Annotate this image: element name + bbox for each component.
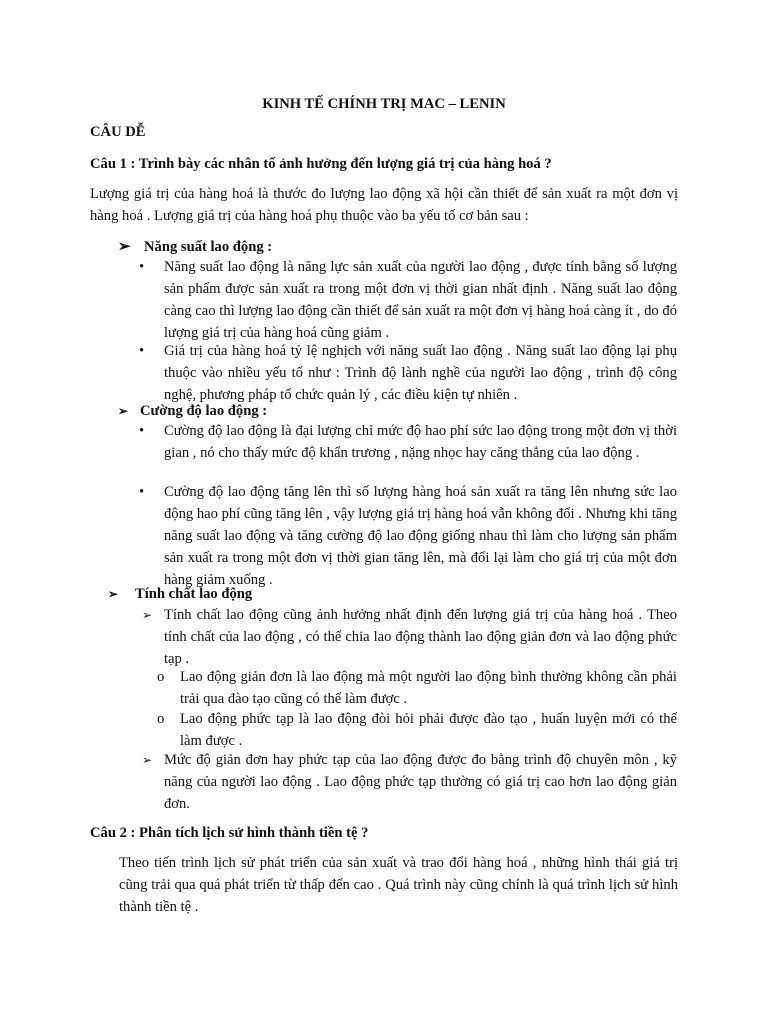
factor-heading-labor-nature xyxy=(108,583,252,605)
factor-label: Năng suất lao động : xyxy=(144,239,273,255)
factor-heading-labor-intensity xyxy=(118,400,267,422)
dot-bullet-icon: • xyxy=(139,423,145,439)
list-item-text: Tính chất lao động cũng ảnh hưởng nhất định đến lượng giá trị của hàng hoá . Theo tính chất của lao động , có thể chia lao động thành lao động giản đơn và lao động phức tạp . xyxy=(164,607,677,667)
dot-bullet-icon: • xyxy=(139,343,145,359)
document-title: KINH TẾ CHÍNH TRỊ MAC – LENIN xyxy=(262,96,506,112)
arrow-bullet-icon: ➢ xyxy=(118,404,129,418)
list-item xyxy=(142,749,677,815)
sub-list-item-text: Lao động giản đơn là lao động mà một người lao động bình thường không cần phải trải qua đào tạo cũng có thể làm được . xyxy=(180,669,677,707)
factor-heading-labor-productivity xyxy=(118,236,272,258)
list-item-text: Mức độ giản đơn hay phức tạp của lao động được đo bằng trình độ chuyên môn , kỹ năng của người lao động . Lao động phức tạp thường có giá trị cao hơn lao động giản đơn. xyxy=(164,752,677,812)
list-item-text: Năng suất lao động là năng lực sản xuất của người lao động , được tính bằng số lượng sản phẩm được sản xuất ra trong một đơn vị thời gian nhất định . Năng suất lao động càng cao thì lượng lao động cần thiết để sản xuất ra một đơn vị hàng hoá càng ít , do đó lượng giá trị của hàng hoá cũng giảm . xyxy=(164,259,677,341)
arrow-bullet-icon: ➢ xyxy=(142,608,153,622)
dot-bullet-icon: • xyxy=(139,259,145,275)
list-item-text: Cường độ lao động tăng lên thì số lượng hàng hoá sản xuất ra tăng lên nhưng sức lao động hao phí cũng tăng lên , vậy lượng giá trị hàng hoá vẫn không đổi . Nhưng khi tăng năng suất lao động và tăng cường độ lao động giống nhau thì làm cho lượng sản phẩm sản xuất ra trong một đơn vị thời gian tăng lên, mà đối lại làm cho giá trị của một đơn hàng giảm xuống . xyxy=(164,484,677,588)
list-item xyxy=(139,420,677,464)
arrow-bullet-icon: ➢ xyxy=(142,753,153,767)
list-item-text: Giá trị của hàng hoá tỷ lệ nghịch với năng suất lao động . Năng suất lao động lại phụ thuộc vào nhiều yếu tố như : Trình độ lành nghề của người lao động , trình độ công nghệ, phương pháp tổ chức quản lý , các điều kiện tự nhiên . xyxy=(164,343,677,403)
question-1-heading: Câu 1 : Trình bày các nhân tố ảnh hưởng đến lượng giá trị của hàng hoá ? xyxy=(90,156,552,172)
question-1-intro: Lượng giá trị của hàng hoá là thước đo lượng lao động xã hội cần thiết để sản xuất ra một đơn vị hàng hoá . Lượng giá trị của hàng hoá phụ thuộc vào ba yếu tố cơ bản sau : xyxy=(90,186,678,224)
arrow-bullet-icon: ➢ xyxy=(118,239,131,255)
question-2-heading: Câu 2 : Phân tích lịch sử hình thành tiền tệ ? xyxy=(90,825,369,841)
question-2-text: Theo tiến trình lịch sử phát triển của sản xuất và trao đổi hàng hoá , những hình thái giá trị cũng trải qua quá phát triển từ thấp đến cao . Quá trình này cũng chính là quá trình lịch sử hình thành tiền tệ . xyxy=(119,855,678,915)
list-item xyxy=(139,481,677,591)
list-item xyxy=(139,256,677,344)
difficulty-label: CÂU DỄ xyxy=(90,124,146,140)
list-item-text: Cường độ lao động là đại lượng chỉ mức độ hao phí sức lao động trong một đơn vị thời gian , nó cho thấy mức độ khẩn trương , nặng nhọc hay căng thẳng của lao động . xyxy=(164,423,677,461)
list-item xyxy=(142,604,677,670)
factor-label: Tính chất lao động xyxy=(135,586,253,602)
factor-label: Cường độ lao động : xyxy=(140,403,268,419)
sub-list-item xyxy=(157,708,677,752)
arrow-bullet-icon: ➢ xyxy=(108,587,119,601)
dot-bullet-icon: • xyxy=(139,484,145,500)
list-item xyxy=(139,340,677,406)
circle-bullet-icon: o xyxy=(157,711,165,727)
circle-bullet-icon: o xyxy=(157,669,165,685)
sub-list-item-text: Lao động phức tạp là lao động đòi hỏi phải được đào tạo , huấn luyện mới có thể làm được . xyxy=(180,711,677,749)
sub-list-item xyxy=(157,666,677,710)
